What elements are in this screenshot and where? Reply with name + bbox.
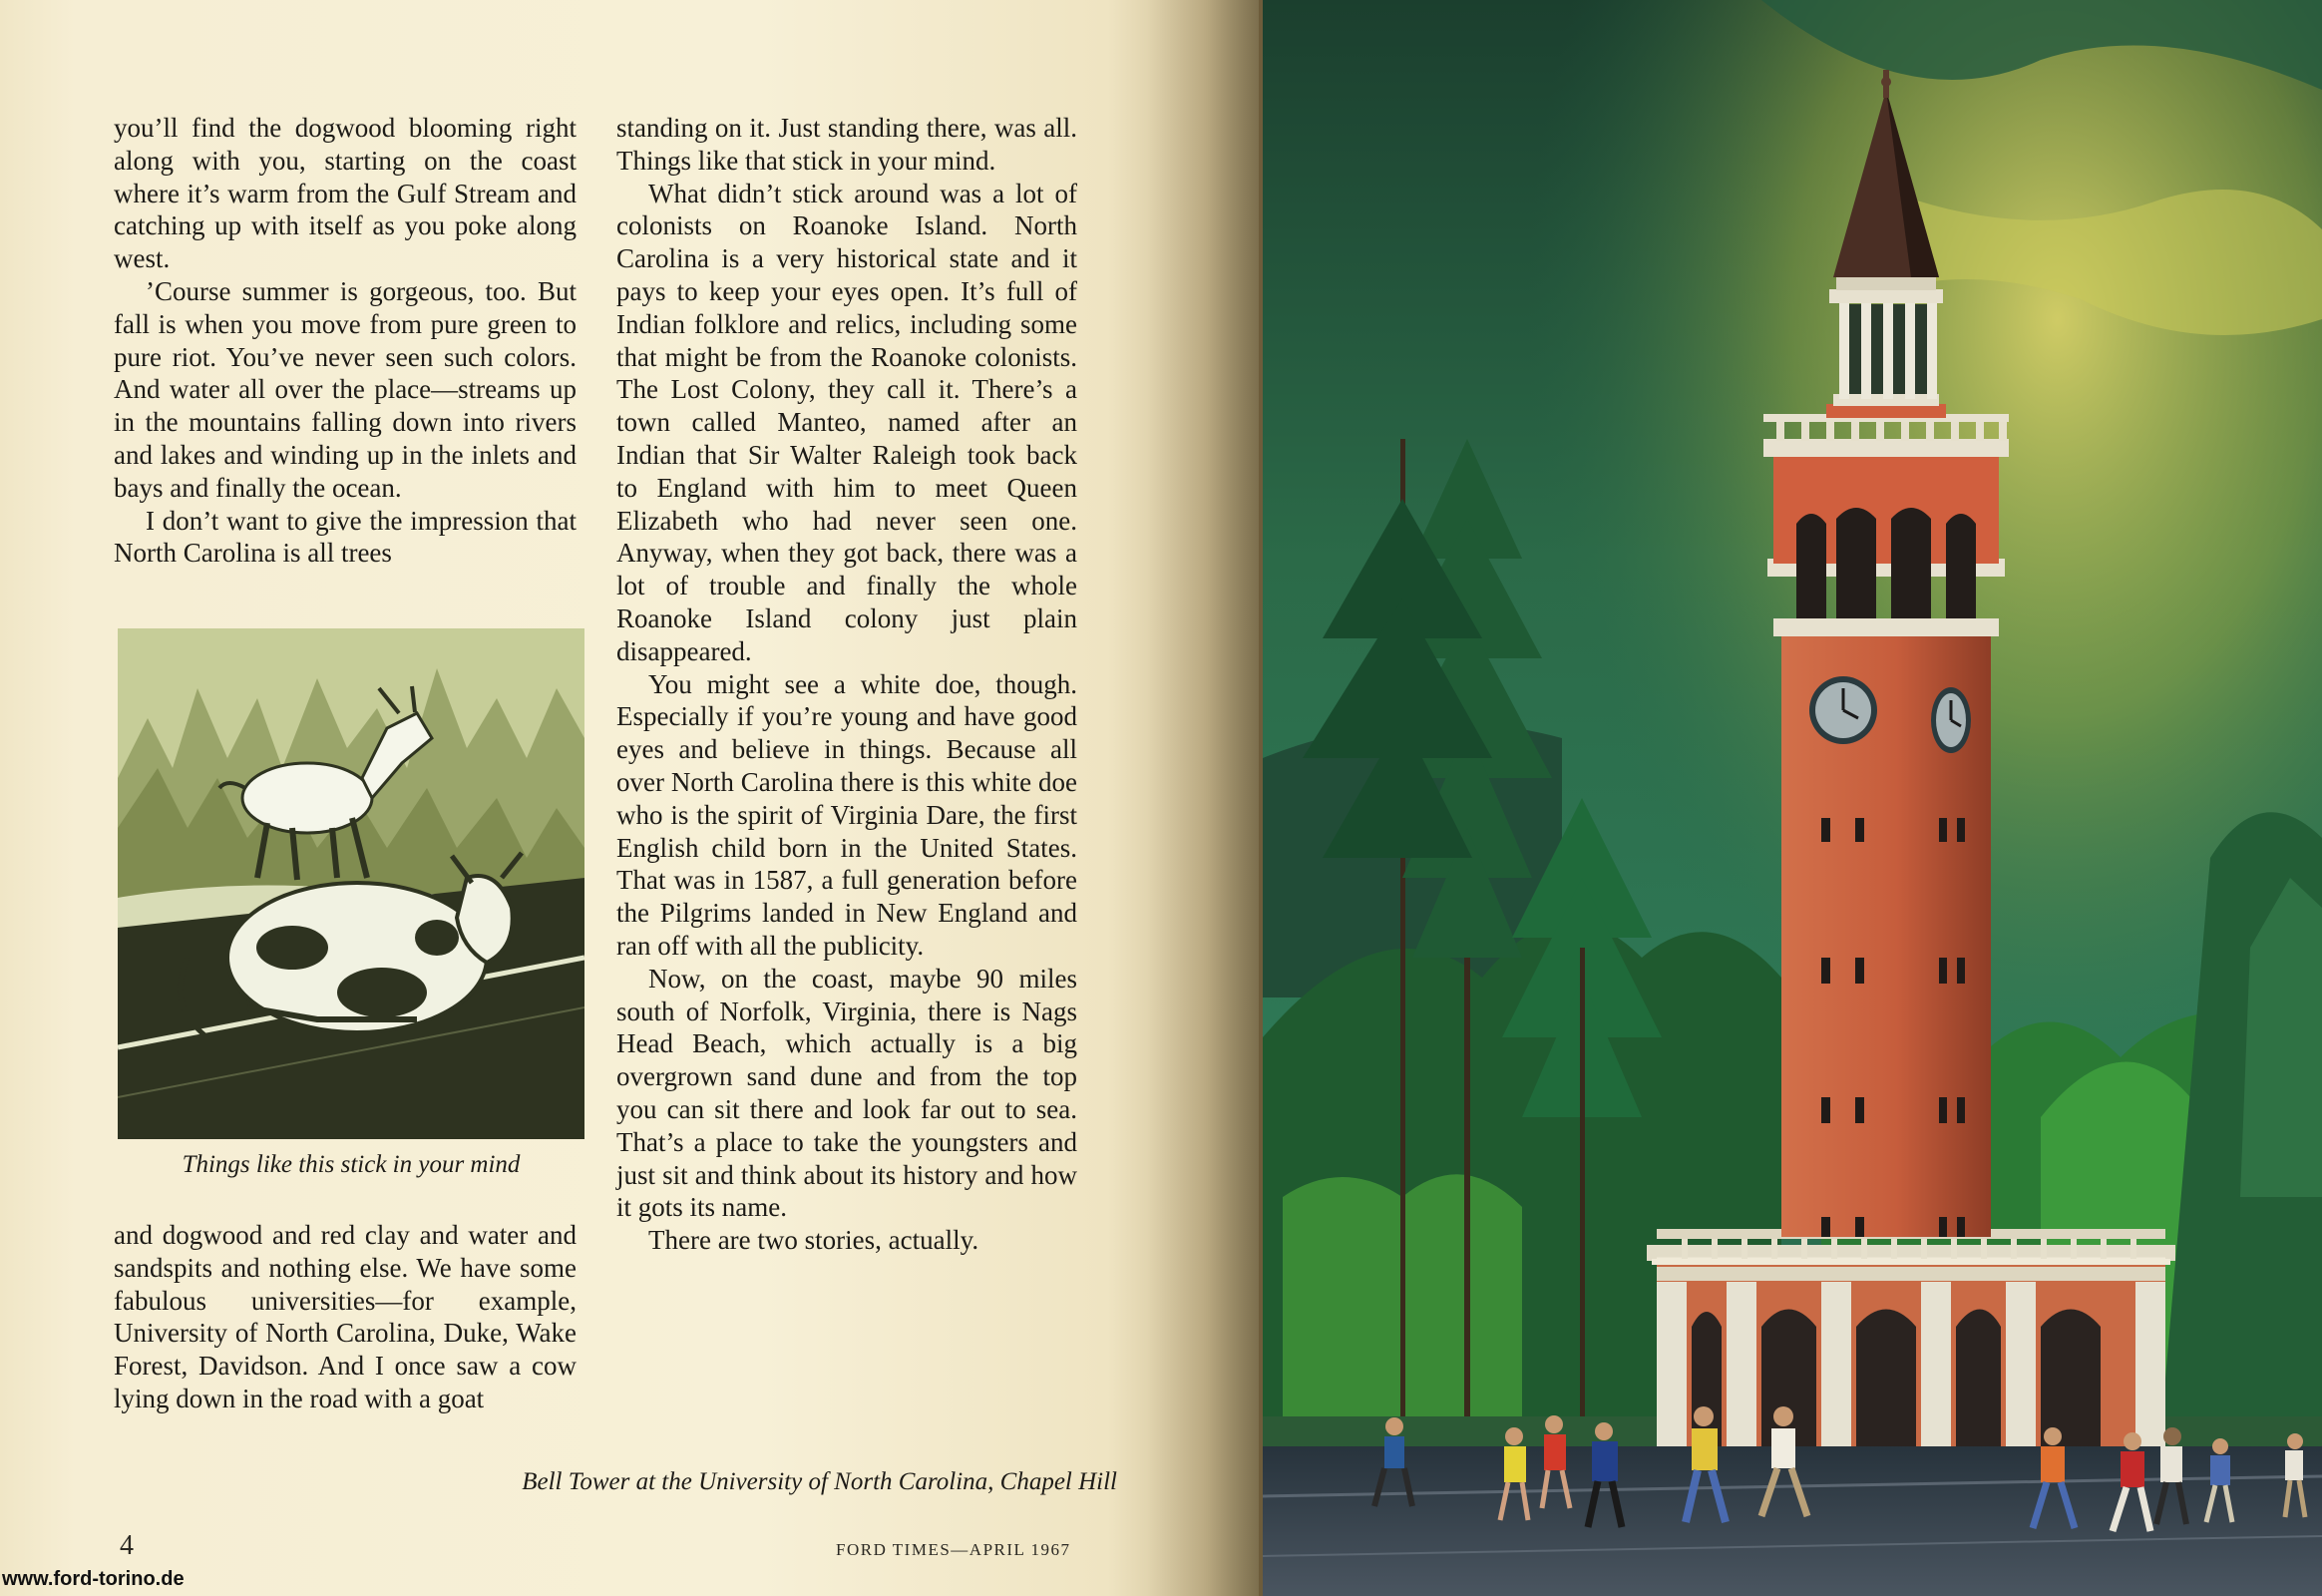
paragraph: You might see a white doe, though. Especially if you’re young and have good eyes and believe in things. Because all over North Carolina there is this white doe who is the spirit of Virginia Dare, the first English child born in the United States. That was in 1587, a full generation before the Pilgrims landed in New England and ran off with all the publicity. (616, 668, 1077, 961)
paragraph: and dogwood and red clay and water and sandspits and nothing else. We have some fabulous universities—for example, University of North Carolina, Duke, Wake Forest, Davidson. And I once saw a cow lying down in the road with a goat (114, 1220, 577, 1413)
goat-cow-drawing (118, 628, 584, 1139)
paragraph: There are two stories, actually. (648, 1225, 979, 1256)
text-column-1-top (114, 112, 577, 570)
page-number: 4 (120, 1530, 134, 1561)
paragraph: Now, on the coast, maybe 90 miles south of Norfolk, Virginia, there is Nags Head Beach, which actually is a big overgrown sand dune and from the top you can sit there and look far out to sea. That’s a place to take the youngsters and just sit and think about its history and how it gots its name. (616, 963, 1077, 1223)
text-column-1-bottom (114, 1219, 577, 1415)
paragraph: ’Course summer is gorgeous, too. But fall is when you move from pure green to pure riot. You’ve never seen such colors. And water all over the place—streams up in the mountains falling down into rivers and lakes and winding up in the inlets and bays and finally the ocean. (114, 275, 577, 503)
paragraph: I don’t want to give the impression that North Carolina is all trees (114, 505, 577, 569)
bell-tower-illustration (1263, 0, 2322, 1596)
paragraph: What didn’t stick around was a lot of colonists on Roanoke Island. North Carolina is a very historical state and it pays to keep your eyes open. It’s full of Indian folklore and relics, including some that might be from the Roanoke colonists. The Lost Colony, they call it. There’s a town called Manteo, named after an Indian that Sir Walter Raleigh took back to England with him to meet Queen Elizabeth who had never seen one. Anyway, when they got back, there was a lot of trouble and finally the whole Roanoke Island colony just plain disappeared. (616, 178, 1077, 666)
bell-tower-painting (1263, 0, 2322, 1596)
watermark: www.ford-torino.de (2, 1568, 185, 1590)
plate-caption: Bell Tower at the University of North Carolina, Chapel Hill (522, 1468, 1117, 1495)
folio: FORD TIMES—APRIL 1967 (836, 1540, 1071, 1559)
text-column-2 (616, 112, 1077, 1257)
goat-on-cow-illustration (118, 628, 584, 1139)
gutter-shadow (1147, 0, 1259, 1596)
paragraph: standing on it. Just standing there, was all. Things like that stick in your mind. (616, 113, 1077, 176)
paragraph: you’ll find the dogwood blooming right along with you, starting on the coast where it’s warm from the Gulf Stream and catching up with itself as you poke along west. (114, 113, 577, 274)
illustration-caption: Things like this stick in your mind (182, 1151, 521, 1178)
